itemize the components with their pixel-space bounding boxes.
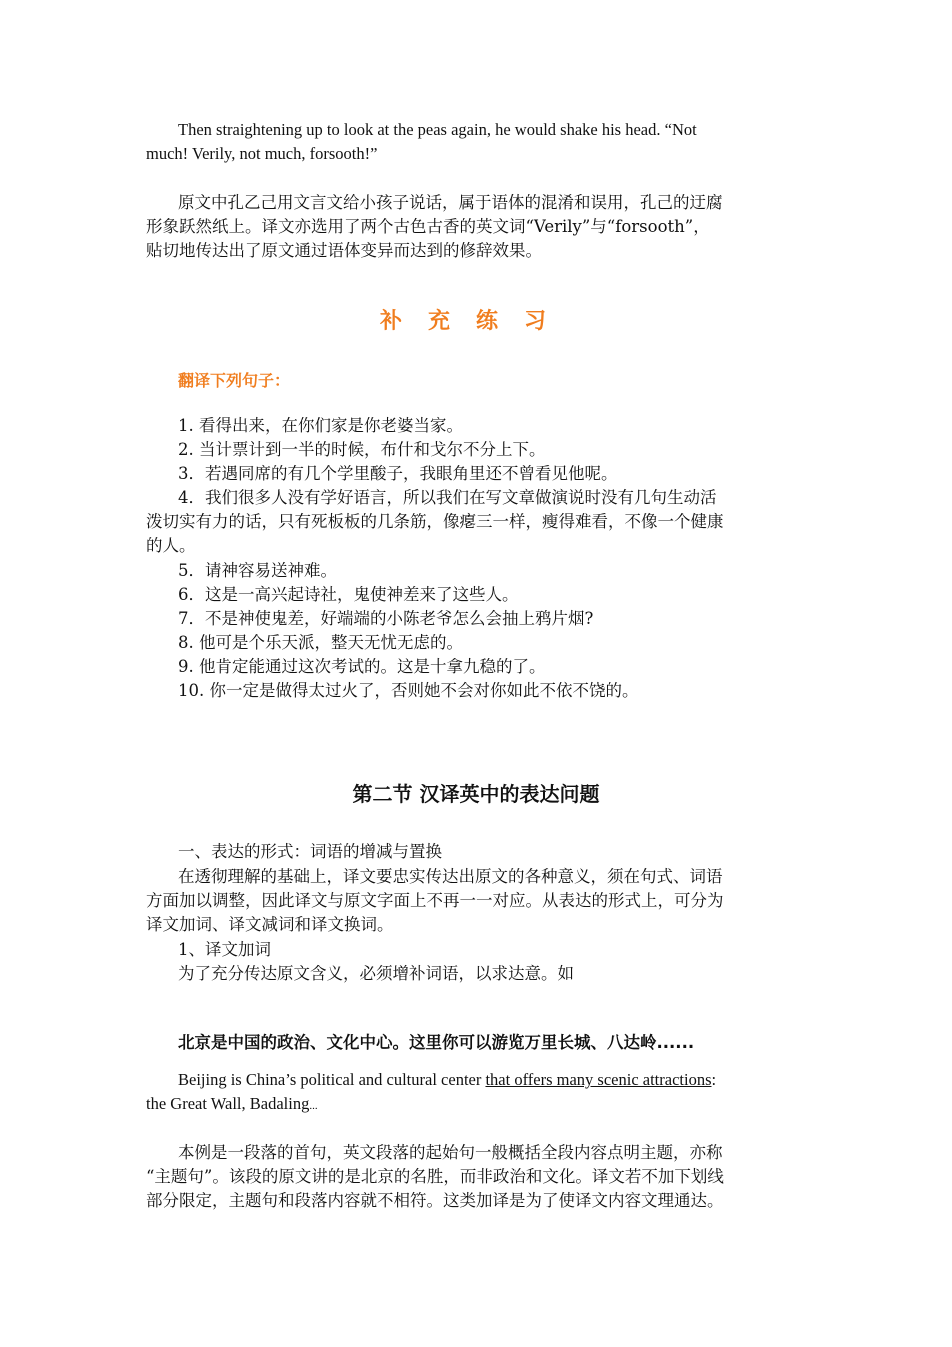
example-chinese: 北京是中国的政治、文化中心。这里你可以游览万里长城、八达岭...... [178, 1033, 695, 1052]
exercise-item-1: 1. 看得出来，在你们家是你老婆当家。 [178, 416, 463, 435]
section-line-4: 译文加词、译文减词和译文换词。 [146, 915, 394, 934]
example-english-line-2-text: the Great Wall, Badaling [146, 1094, 310, 1113]
exercise-subheading: 翻译下列句子： [178, 371, 291, 390]
section-line-2: 在透彻理解的基础上，译文要忠实传达出原文的各种意义，须在句式、词语 [178, 867, 723, 886]
section-line-5: 1、译文加词 [178, 940, 271, 959]
exercise-item-4-line-3: 的人。 [146, 536, 196, 555]
exercise-heading: 补充练习 [379, 309, 572, 334]
example-english-line-1 [178, 1069, 716, 1091]
exercise-item-3: 3．若遇同席的有几个学里酸子，我眼角里还不曾看见他呢。 [178, 464, 618, 483]
example-english-ellipsis: ... [309, 1100, 318, 1112]
comment-line-2: “主题句”。该段的原文讲的是北京的名胜，而非政治和文化。译文若不加下划线 [146, 1167, 724, 1186]
exercise-item-4-line-1: 4．我们很多人没有学好语言，所以我们在写文章做演说时没有几句生动活 [178, 488, 717, 507]
commentary-line-1: 原文中孔乙己用文言文给小孩子说话，属于语体的混淆和误用，孔己的迂腐 [178, 193, 723, 212]
comment-line-3: 部分限定，主题句和段落内容就不相符。这类加译是为了使译文内容文理通达。 [146, 1191, 724, 1210]
example-english-underlined: that offers many scenic attractions [485, 1070, 712, 1089]
exercise-item-6: 6．这是一高兴起诗社，鬼使神差来了这些人。 [178, 585, 519, 604]
example-english-line-2 [146, 1093, 318, 1117]
section-line-6: 为了充分传达原文含义，必须增补词语，以求达意。如 [178, 964, 574, 983]
section-line-1: 一、表达的形式：词语的增减与置换 [178, 842, 442, 861]
section-line-3: 方面加以调整，因此译文与原文字面上不再一一对应。从表达的形式上，可分为 [146, 891, 724, 910]
english-quote-line-2: much! Verily, not much, forsooth!” [146, 144, 378, 163]
english-quote-line-1: Then straightening up to look at the peas again, he would shake his head. “Not [178, 120, 697, 139]
exercise-item-5: 5．请神容易送神难。 [178, 561, 337, 580]
comment-line-1: 本例是一段落的首句，英文段落的起始句一般概括全段内容点明主题，亦称 [178, 1143, 723, 1162]
exercise-item-2: 2. 当计票计到一半的时候，布什和戈尔不分上下。 [178, 440, 546, 459]
commentary-line-3: 贴切地传达出了原文通过语体变异而达到的修辞效果。 [146, 241, 542, 260]
section-title: 第二节 汉译英中的表达问题 [352, 782, 600, 806]
commentary-line-2: 形象跃然纸上。译文亦选用了两个古色古香的英文词“Verily”与“forsooth”， [146, 217, 710, 236]
exercise-item-7: 7．不是神使鬼差，好端端的小陈老爷怎么会抽上鸦片烟? [178, 609, 594, 628]
exercise-item-4-line-2: 泼切实有力的话，只有死板板的几条筋，像瘪三一样，瘦得难看，不像一个健康 [146, 512, 724, 531]
exercise-item-9: 9. 他肯定能通过这次考试的。这是十拿九稳的了。 [178, 657, 546, 676]
example-english-after: : [711, 1070, 717, 1089]
example-english-before: Beijing is China’s political and cultural center [178, 1070, 486, 1089]
exercise-item-8: 8. 他可是个乐天派，整天无忧无虑的。 [178, 633, 463, 652]
exercise-item-10: 10. 你一定是做得太过火了，否则她不会对你如此不依不饶的。 [178, 681, 639, 700]
